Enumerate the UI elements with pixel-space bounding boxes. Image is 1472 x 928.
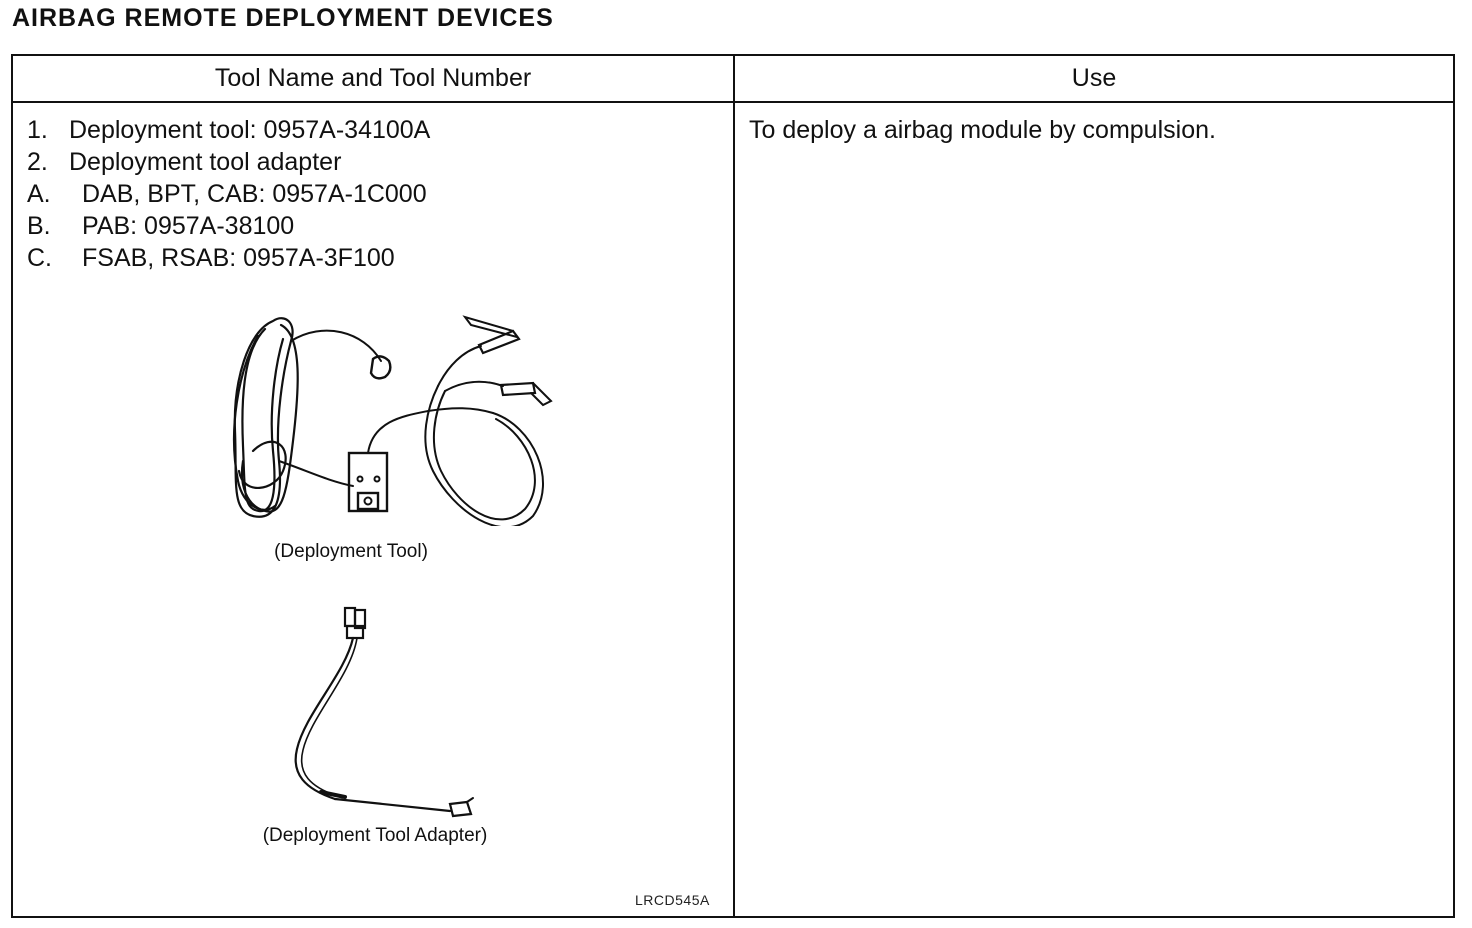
deployment-tool-illustration xyxy=(213,311,553,526)
list-item xyxy=(27,242,430,274)
deployment-tool-adapter-illustration xyxy=(275,604,485,819)
item-number: B. xyxy=(27,212,51,240)
header-tool-name: Tool Name and Tool Number xyxy=(214,64,532,92)
item-text: PAB: 0957A-38100 xyxy=(82,212,295,240)
item-text: Deployment tool adapter xyxy=(69,148,342,176)
item-text: FSAB, RSAB: 0957A-3F100 xyxy=(82,244,395,272)
item-number: 1. xyxy=(27,116,48,144)
deployment-tool-caption: (Deployment Tool) xyxy=(274,541,428,562)
item-number: C. xyxy=(27,244,52,272)
list-item xyxy=(27,146,430,178)
item-text: DAB, BPT, CAB: 0957A-1C000 xyxy=(82,180,427,208)
page-title: AIRBAG REMOTE DEPLOYMENT DEVICES xyxy=(12,4,554,32)
list-item xyxy=(27,178,430,210)
tool-table xyxy=(11,54,1455,918)
deployment-tool-adapter-caption: (Deployment Tool Adapter) xyxy=(262,825,488,846)
list-item xyxy=(27,210,430,242)
column-divider xyxy=(733,56,735,916)
header-use: Use xyxy=(1071,64,1117,92)
item-number: 2. xyxy=(27,148,48,176)
figure-code: LRCD545A xyxy=(635,892,710,908)
tool-list xyxy=(27,114,430,274)
header-divider xyxy=(13,101,1453,103)
item-number: A. xyxy=(27,180,51,208)
item-text: Deployment tool: 0957A-34100A xyxy=(69,116,431,144)
list-item xyxy=(27,114,430,146)
use-description: To deploy a airbag module by compulsion. xyxy=(749,116,1216,144)
